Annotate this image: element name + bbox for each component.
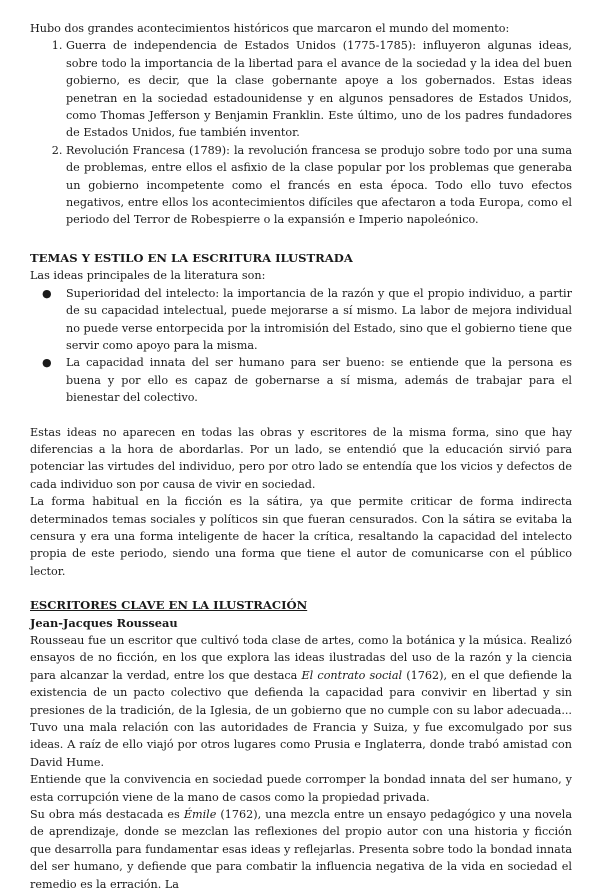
event-item-revolution: 2. Revolución Francesa (1789): la revolución francesa se produjo sobre todo por una suma de problemas, entre ellos el asfixio de la clase popular por los problemas que generaba un gobierno incompetente como el francés en esta época. Todo ello tuvo efectos negativos, entre ellos los acontecimientos difíciles que afectaron a toda Europa, como el periodo del Terror de Robespierre o la expansión e Imperio napoleónico. <box>66 142 572 229</box>
idea-item-intellect <box>42 285 572 355</box>
work-title-contrato: El contrato social <box>301 668 403 682</box>
intro-text: Hubo dos grandes acontecimientos históricos que marcaron el mundo del momento: <box>30 22 510 35</box>
section-title-themes: TEMAS Y ESTILO EN LA ESCRITURA ILUSTRADA <box>30 250 353 265</box>
spacer <box>30 407 572 424</box>
paragraph-rousseau-emile <box>30 806 572 893</box>
text-run: (1762), una mezcla entre un ensayo pedagógico y una novela de aprendizaje, donde se mezclan las reflexiones del propio autor con una historia y ficción que desarrolla para fundamentar esas ideas y reflejarlas. Presenta sobre todo la bondad innata del ser humano, y defiende que para combatir la influencia negativa de la vida en sociedad el remedio es la erración. La <box>30 808 572 891</box>
paragraph-satire: La forma habitual en la ficción es la sátira, ya que permite criticar de forma indirecta determinados temas sociales y políticos sin que fueran censurados. Con la sátira se evitaba la censura y era una forma inteligente de hacer la crítica, resaltando la capacidad del intelecto propia de este periodo, siendo una forma que tiene el autor de comunicarse con el público lector. <box>30 495 572 578</box>
event-item-independence: 1. Guerra de independencia de Estados Unidos (1775-1785): influyeron algunas ideas, sobre todo la importancia de la libertad para el avance de la sociedad y la idea del buen gobierno, es decir, que la clase gobernante apoye a los gobernados. Estas ideas penetran en la sociedad estadounidense y en algunos pensadores de Estados Unidos, como Thomas Jefferson y Benjamin Franklin. Este último, uno de los padres fundadores de Estados Unidos, fue también inventor. <box>66 37 572 141</box>
author-name: Jean-Jacques Rousseau <box>30 615 178 630</box>
events-list <box>30 37 572 228</box>
idea-item-goodness <box>42 354 572 406</box>
paragraph-ideas: Estas ideas no aparecen en todas las obras y escritores de la misma forma, sino que hay diferencias a la hora de abordarlas. Por un lado, se entendió que la educación sirvió para potenciar las virtudes del individuo, pero por otro lado se entendía que los vicios y defectos de cada individuo son por causa de vivir en sociedad. <box>30 425 572 491</box>
ideas-list <box>30 285 572 407</box>
section-lead: Las ideas principales de la literatura son: <box>30 269 266 283</box>
document-page <box>30 20 572 893</box>
paragraph-rousseau-bio <box>30 632 572 771</box>
text-run: (1762), en el que defiende la existencia de un pacto colectivo que defienda la capacidad para convivir en libertad y sin presiones de la tradición, de la Iglesia, de un gobierno que no cumple con su labor adecuada... Tuvo una mala relación con las autoridades de Francia y Suiza, y fue excomulgado por sus ideas. A raíz de ello viajó por otros lugares como Prusia e Inglaterra, donde trabó amistad con David Hume. <box>30 668 572 769</box>
section-title-writers: ESCRITORES CLAVE EN LA ILUSTRACIÓN <box>30 598 308 613</box>
idea-text: La capacidad innata del ser humano para ser bueno: se entiende que la persona es buena y por ello es capaz de gobernarse a sí misma, además de trabajar para el bienestar del colectivo. <box>66 356 572 405</box>
bullet-icon: ● <box>42 356 52 370</box>
text-run: Rousseau fue un escritor que cultivó toda clase de artes, como la botánica y la música. Realizó ensayos de no ficción, en los que explora las ideas ilustradas del uso de la razón y la ciencia para alcanzar la verdad, entre los que destaca <box>30 634 572 682</box>
paragraph-rousseau-society: Entiende que la convivencia en sociedad puede corromper la bondad innata del ser humano, y esta corrupción viene de la mano de casos como la propiedad privada. <box>30 773 572 804</box>
bullet-icon: ● <box>42 286 52 300</box>
idea-text: Superioridad del intelecto: la importancia de la razón y que el propio individuo, a partir de su capacidad intelectual, puede mejorarse a sí mismo. La labor de mejora individual no puede verse entorpecida por la intromisión del Estado, sino que el gobierno tiene que servir como apoyo para la misma. <box>66 286 572 352</box>
work-title-emile: Émile <box>183 808 217 822</box>
text-run: Su obra más destacada es <box>30 808 184 822</box>
